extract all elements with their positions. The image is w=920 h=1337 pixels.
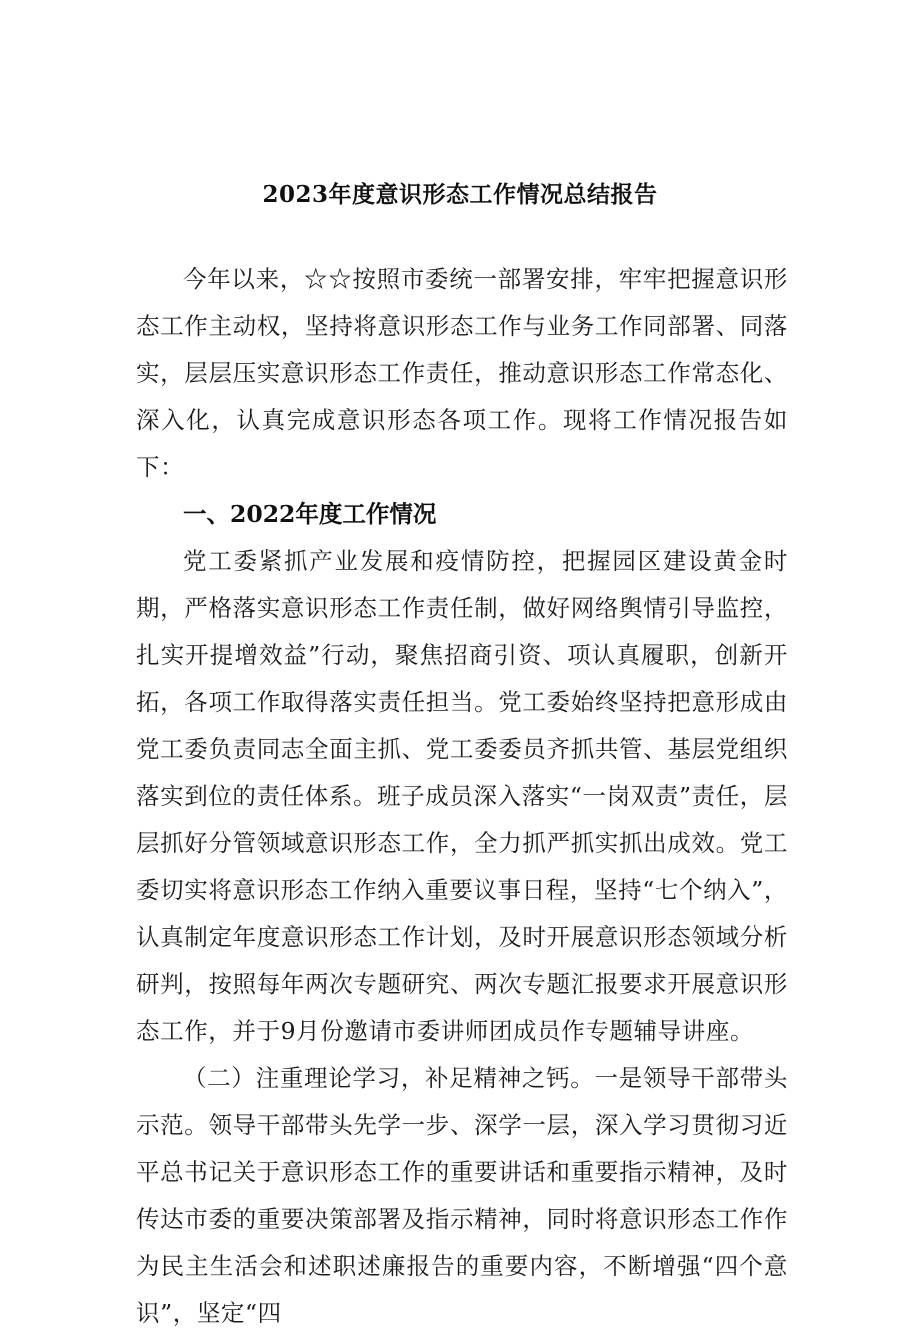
subsection-paragraph: （二）注重理论学习，补足精神之钙。一是领导干部带头示范。领导干部带头先学一步、深学一层，深入学习贯彻习近平总书记关于意识形态工作的重要讲话和重要指示精神，及时传达市委的重要决策部署及指示精神，同时将意识形态工作作为民主生活会和述职述廉报告的重要内容，不断增强“四个意识”，坚定“四 [136,1064,788,1327]
document-body [136,256,788,1337]
document-title: 2023年度意识形态工作情况总结报告 [262,181,658,208]
intro-paragraph: 今年以来，☆☆按照市委统一部署安排，牢牢把握意识形态工作主动权，坚持将意识形态工作与业务工作同部署、同落实，层层压实意识形态工作责任，推动意识形态工作常态化、深入化，认真完成意识形态各项工作。现将工作情况报告如下： [136,265,788,481]
section-paragraph: 党工委紧抓产业发展和疫情防控，把握园区建设黄金时期，严格落实意识形态工作责任制，做好网络舆情引导监控，扎实开提增效益”行动，聚焦招商引资、项认真履职，创新开拓，各项工作取得落实责任担当。党工委始终坚持把意形成由党工委负责同志全面主抓、党工委委员齐抓共管、基层党组织落实到位的责任体系。班子成员深入落实“一岗双责”责任，层层抓好分管领域意识形态工作，全力抓严抓实抓出成效。党工委切实将意识形态工作纳入重要议事日程，坚持“七个纳入”，认真制定年度意识形态工作计划，及时开展意识形态领域分析研判，按照每年两次专题研究、两次专题汇报要求开展意识形态工作，并于9月份邀请市委讲师团成员作专题辅导讲座。 [136,547,788,1045]
section-heading: 一、2022年度工作情况 [183,500,437,528]
